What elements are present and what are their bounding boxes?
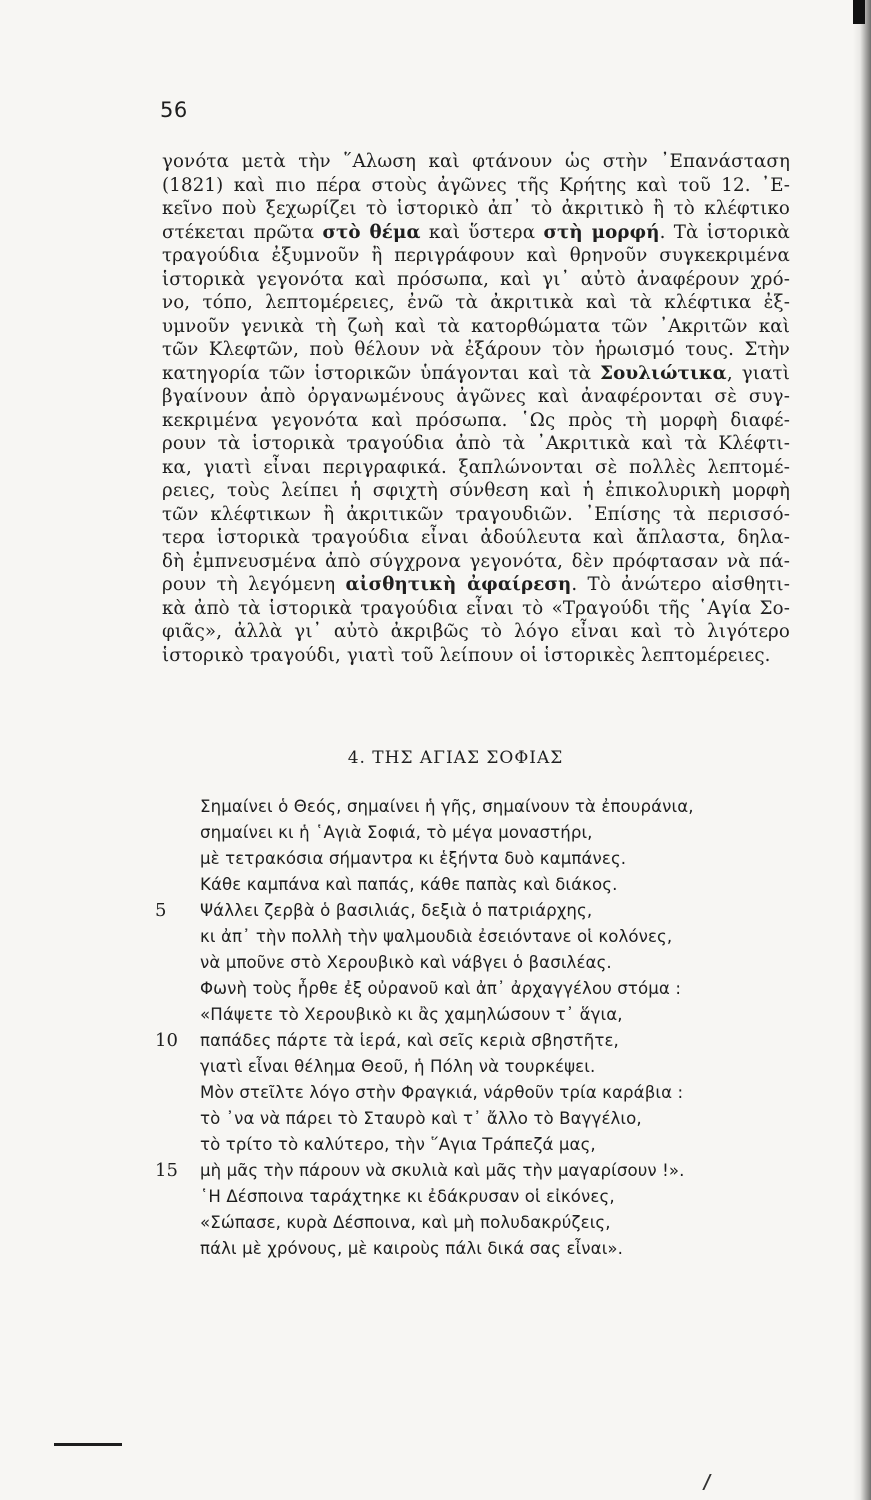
prose-line [162, 573, 790, 597]
section-title-text: 4. ΤΗΣ ΑΓΙΑΣ ΣΟΦΙΑΣ [347, 748, 564, 768]
prose-line [162, 644, 790, 668]
prose-text: ρειες, τοὺς λείπει ἡ σφιχτὴ σύνθεση καὶ ἡ ἐπικολυρικὴ μορφὴ [162, 480, 790, 501]
prose-text: τραγούδια ἐξυμνοῦν ἢ περιγράφουν καὶ θρηνοῦν συγκεκριμένα [162, 245, 790, 266]
prose-text: υμνοῦν γενικὰ τὴ ζωὴ καὶ τὰ κατορθώματα τῶν ᾿Ακριτῶν καὶ [162, 315, 790, 337]
prose-text: τῶν κλέφτικων ἢ ἀκριτικῶν τραγουδιῶν. ᾿Επίσης τὰ περισσό- [162, 503, 790, 525]
poem-line-text: Ψάλλει ζερβὰ ὁ βασιλιάς, δεξιὰ ὁ πατριάρχης, [200, 901, 593, 920]
prose-line [162, 362, 790, 386]
poem-line-number: 5 [155, 900, 167, 921]
prose-line [162, 197, 790, 221]
poem-line [200, 924, 780, 950]
poem-line [200, 1184, 780, 1210]
poem-line [200, 976, 780, 1002]
poem-line [200, 950, 780, 976]
poem-line-text: Κάθε καμπάνα καὶ παπάς, κάθε παπὰς καὶ διάκος. [200, 875, 618, 894]
prose-emphasis: στὴ μορφή [543, 221, 660, 243]
poem-block [155, 794, 780, 1262]
poem-line [200, 1132, 780, 1158]
prose-emphasis: Σουλιώτικα [600, 362, 727, 384]
prose-line [162, 503, 790, 527]
poem-line-text: Σημαίνει ὁ Θεός, σημαίνει ἡ γῆς, σημαίνουν τὰ ἐπουράνια, [200, 797, 694, 816]
page-number: 56 [160, 98, 188, 122]
prose-text: κα, γιατὶ εἶναι περιγραφικά. ξαπλώνονται σὲ πολλὲς λεπτομέ- [162, 456, 790, 478]
poem-line [200, 1210, 780, 1236]
prose-line [162, 174, 790, 198]
poem-line-text: Μὸν στεῖλτε λόγο στὴν Φραγκιά, νάρθοῦν τρία καράβια : [200, 1083, 684, 1102]
prose-text: στέκεται πρῶτα [162, 221, 323, 243]
prose-line [162, 221, 790, 245]
prose-text: κεῖνο ποὺ ξεχωρίζει τὸ ἱστορικὸ ἀπ᾿ τὸ ἀκριτικὸ ἢ τὸ κλέφτικο [162, 198, 790, 219]
prose-line [162, 432, 790, 456]
prose-text: τερα ἱστορικὰ τραγούδια εἶναι ἀδούλευτα καὶ ἄπλαστα, δηλα- [162, 527, 790, 548]
prose-line [162, 385, 790, 409]
prose-text: ρουν τὰ ἱστορικὰ τραγούδια ἀπὸ τὰ ᾿Ακριτικὰ καὶ τὰ Κλέφτι- [162, 433, 790, 454]
poem-line [200, 820, 780, 846]
poem-line [200, 1080, 780, 1106]
poem-line-text: πάλι μὲ χρόνους, μὲ καιροὺς πάλι δικά σας εἶναι». [200, 1239, 624, 1258]
prose-text: βγαίνουν ἀπὸ ὀργανωμένους ἀγῶνες καὶ ἀναφέρονται σὲ συγ- [162, 386, 790, 407]
poem-line-number: 15 [155, 1160, 179, 1181]
poem-line [155, 1158, 780, 1184]
prose-text: νο, τόπο, λεπτομέρειες, ἐνῶ τὰ ἀκριτικὰ καὶ τὰ κλέφτικα ἐξ- [162, 292, 790, 313]
prose-text: ρουν τὴ λεγόμενη [162, 574, 346, 595]
scan-mark [702, 1474, 725, 1490]
prose-text: φιᾶς», ἀλλὰ γι᾿ αὐτὸ ἀκριβῶς τὸ λόγο εἶναι καὶ τὸ λιγότερο [162, 621, 790, 642]
prose-line [162, 550, 790, 574]
prose-text: , γιατὶ [726, 362, 790, 384]
prose-line [162, 526, 790, 550]
poem-line [200, 846, 780, 872]
prose-text: κεκριμένα γεγονότα καὶ πρόσωπα. ῾Ως πρὸς τὴ μορφὴ διαφέ- [162, 409, 790, 431]
prose-text: γονότα μετὰ τὴν ῞Αλωση καὶ φτάνουν ὡς στὴν ᾿Επανάσταση [162, 151, 790, 172]
prose-text: δὴ ἐμπνευσμένα ἀπὸ σύγχρονα γεγονότα, δὲν πρόφτασαν νὰ πά- [162, 550, 790, 572]
prose-text: κὰ ἀπὸ τὰ ἱστορικὰ τραγούδια εἶναι τὸ «Τραγούδι τῆς ῾Αγία Σο- [162, 597, 790, 619]
poem-line-text: Φωνὴ τοὺς ἦρθε ἐξ οὐρανοῦ καὶ ἀπ᾿ ἀρχαγγέλου στόμα : [200, 979, 682, 998]
poem-line-text: σημαίνει κι ἡ ῾Αγιὰ Σοφιά, τὸ μέγα μοναστήρι, [200, 823, 593, 842]
prose-emphasis: στὸ θέμα [322, 221, 421, 243]
prose-line [162, 315, 790, 339]
prose-line [162, 291, 790, 315]
prose-text: τῶν Κλεφτῶν, ποὺ θέλουν νὰ ἐξάρουν τὸν ἡρωισμό τους. Στὴν [162, 339, 790, 360]
poem-line [200, 1236, 780, 1262]
poem-line-text: γιατὶ εἶναι θέλημα Θεοῦ, ἡ Πόλη νὰ τουρκέψει. [200, 1057, 596, 1076]
prose-text: . Τὰ ἱστορικὰ [659, 221, 790, 243]
prose-paragraph [162, 150, 790, 667]
poem-line-text: ῾Η Δέσποινα ταράχτηκε κι ἐδάκρυσαν οἱ εἰκόνες, [200, 1187, 615, 1206]
prose-text: . Τὸ ἀνώτερο αἰσθητι- [571, 574, 790, 595]
poem-line-text: κι ἀπ᾿ τὴν πολλὴ τὴν ψαλμουδιὰ ἐσειόντανε οἱ κολόνες, [200, 927, 673, 946]
poem-line-text: «Πάψετε τὸ Χερουβικὸ κι ἂς χαμηλώσουν τ᾿ ἅγια, [200, 1005, 623, 1024]
prose-line [162, 338, 790, 362]
poem-line [155, 1028, 780, 1054]
section-title [0, 748, 871, 768]
poem-line-text: νὰ μποῦνε στὸ Χερουβικὸ καὶ νάβγει ὁ βασιλέας. [200, 953, 612, 972]
prose-line [162, 620, 790, 644]
prose-text: κατηγορία τῶν ἱστορικῶν ὑπάγονται καὶ τὰ [162, 362, 601, 384]
poem-line-number: 10 [155, 1030, 179, 1051]
poem-line-text: μὲ τετρακόσια σήμαντρα κι ἑξήντα δυὸ καμπάνες. [200, 849, 627, 868]
prose-emphasis: αἰσθητικὴ ἀφαίρεση [345, 574, 572, 595]
prose-line [162, 268, 790, 292]
prose-text: καὶ ὕστερα [420, 221, 544, 243]
scan-corner-mark [853, 0, 865, 24]
poem-line-text: μὴ μᾶς τὴν πάρουν νὰ σκυλιὰ καὶ μᾶς τὴν μαγαρίσουν !». [200, 1161, 685, 1180]
prose-text: ἱστορικὰ γεγονότα καὶ πρόσωπα, καὶ γι᾿ αὐτὸ ἀναφέρουν χρό- [162, 268, 790, 290]
prose-text: (1821) καὶ πιο πέρα στοὺς ἀγῶνες τῆς Κρήτης καὶ τοῦ 12. ᾿Ε- [162, 174, 790, 196]
prose-line [162, 244, 790, 268]
prose-line [162, 597, 790, 621]
prose-text: ἱστορικὸ τραγούδι, γιατὶ τοῦ λείπουν οἱ ἱστορικὲς λεπτομέρειες. [162, 644, 771, 666]
poem-line [200, 794, 780, 820]
poem-line [200, 1106, 780, 1132]
poem-line [200, 1054, 780, 1080]
poem-line-text: τὸ ᾿να νὰ πάρει τὸ Σταυρὸ καὶ τ᾿ ἄλλο τὸ Βαγγέλιο, [200, 1109, 642, 1128]
poem-line [200, 1002, 780, 1028]
prose-line [162, 456, 790, 480]
poem-line [200, 872, 780, 898]
poem-line-text: παπάδες πάρτε τὰ ἱερά, καὶ σεῖς κεριὰ σβηστῆτε, [200, 1031, 619, 1050]
poem-line-text: «Σώπασε, κυρὰ Δέσποινα, καὶ μὴ πολυδακρύζεις, [200, 1213, 611, 1232]
footer-rule [54, 1443, 122, 1446]
prose-line [162, 150, 790, 174]
poem-line-text: τὸ τρίτο τὸ καλύτερο, τὴν ῞Αγια Τράπεζά μας, [200, 1135, 596, 1154]
poem-line [155, 898, 780, 924]
prose-line [162, 409, 790, 433]
prose-line [162, 479, 790, 503]
